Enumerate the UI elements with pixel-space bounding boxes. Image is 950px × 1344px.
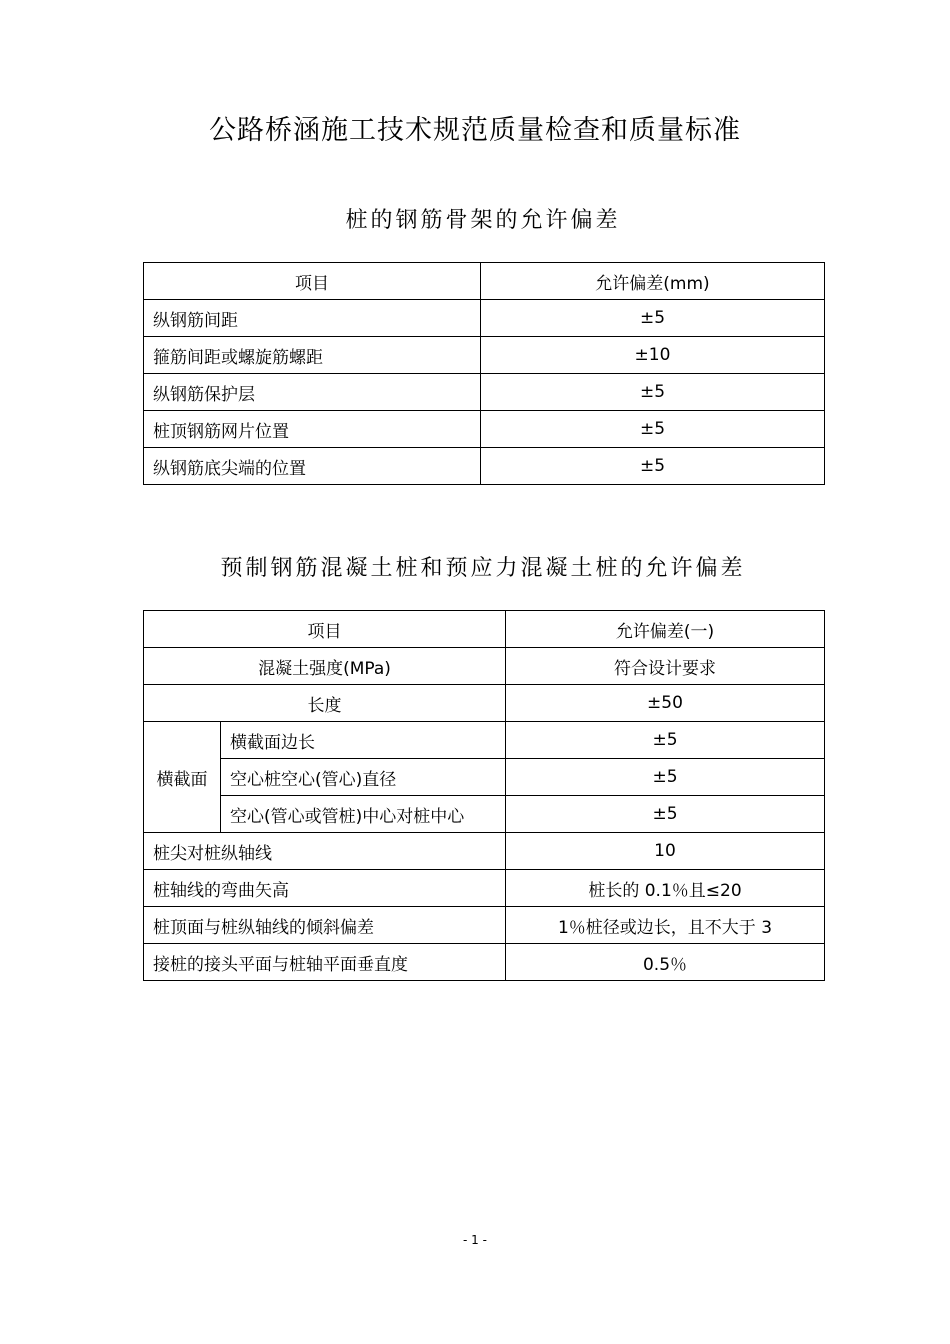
- row-tolerance: ±10: [481, 337, 825, 374]
- table-row: [144, 870, 825, 907]
- section2-title: 预制钢筋混凝土桩和预应力混凝土桩的允许偏差: [220, 556, 746, 581]
- table-header-row: [144, 611, 825, 648]
- row-item: 纵钢筋保护层: [144, 374, 481, 411]
- table-row: [144, 796, 825, 833]
- table-row: [144, 411, 825, 448]
- row-tolerance: 桩长的 0.1％且≤20: [506, 870, 825, 907]
- row-item: 桩轴线的弯曲矢高: [144, 870, 506, 907]
- row-tolerance: ±5: [506, 796, 825, 833]
- table-row: [144, 833, 825, 870]
- row-item: 桩顶面与桩纵轴线的倾斜偏差: [144, 907, 506, 944]
- table-row: [144, 648, 825, 685]
- row-item: 纵钢筋间距: [144, 300, 481, 337]
- table-row: [144, 374, 825, 411]
- row-item: 桩尖对桩纵轴线: [144, 833, 506, 870]
- row-item: 接桩的接头平面与桩轴平面垂直度: [144, 944, 506, 981]
- header-tolerance: 允许偏差(一): [506, 611, 825, 648]
- row-tolerance: ±5: [481, 374, 825, 411]
- row-tolerance: ±50: [506, 685, 825, 722]
- table-header-row: [144, 263, 825, 300]
- row-tolerance: ±5: [481, 411, 825, 448]
- row-tolerance: 10: [506, 833, 825, 870]
- table-row: [144, 907, 825, 944]
- table-row: [144, 759, 825, 796]
- row-item: 纵钢筋底尖端的位置: [144, 448, 481, 485]
- table-row: [144, 944, 825, 981]
- row-tolerance: 0.5％: [506, 944, 825, 981]
- table-row: [144, 722, 825, 759]
- table-row: [144, 337, 825, 374]
- row-tolerance: ±5: [481, 448, 825, 485]
- row-item: 桩顶钢筋网片位置: [144, 411, 481, 448]
- cross-section-group-label: 横截面: [144, 722, 221, 833]
- precast-pile-tolerance-table: [143, 610, 825, 981]
- row-item: 空心桩空心(管心)直径: [221, 759, 506, 796]
- table-row: [144, 448, 825, 485]
- row-tolerance: ±5: [506, 759, 825, 796]
- page-number: - 1 -: [463, 1233, 487, 1247]
- header-item: 项目: [144, 611, 506, 648]
- row-tolerance: 1％桩径或边长，且不大于 3: [506, 907, 825, 944]
- row-item: 空心(管心或管桩)中心对桩中心: [221, 796, 506, 833]
- row-item: 长度: [144, 685, 506, 722]
- row-item: 箍筋间距或螺旋筋螺距: [144, 337, 481, 374]
- header-tolerance: 允许偏差(mm): [481, 263, 825, 300]
- row-tolerance: ±5: [481, 300, 825, 337]
- table-row: [144, 300, 825, 337]
- row-tolerance: 符合设计要求: [506, 648, 825, 685]
- header-item: 项目: [144, 263, 481, 300]
- document-title: 公路桥涵施工技术规范质量检查和质量标准: [209, 115, 741, 146]
- section1-title: 桩的钢筋骨架的允许偏差: [345, 208, 621, 233]
- row-item: 混凝土强度(MPa): [144, 648, 506, 685]
- row-tolerance: ±5: [506, 722, 825, 759]
- row-item: 横截面边长: [221, 722, 506, 759]
- table-row: [144, 685, 825, 722]
- rebar-cage-tolerance-table: [143, 262, 825, 485]
